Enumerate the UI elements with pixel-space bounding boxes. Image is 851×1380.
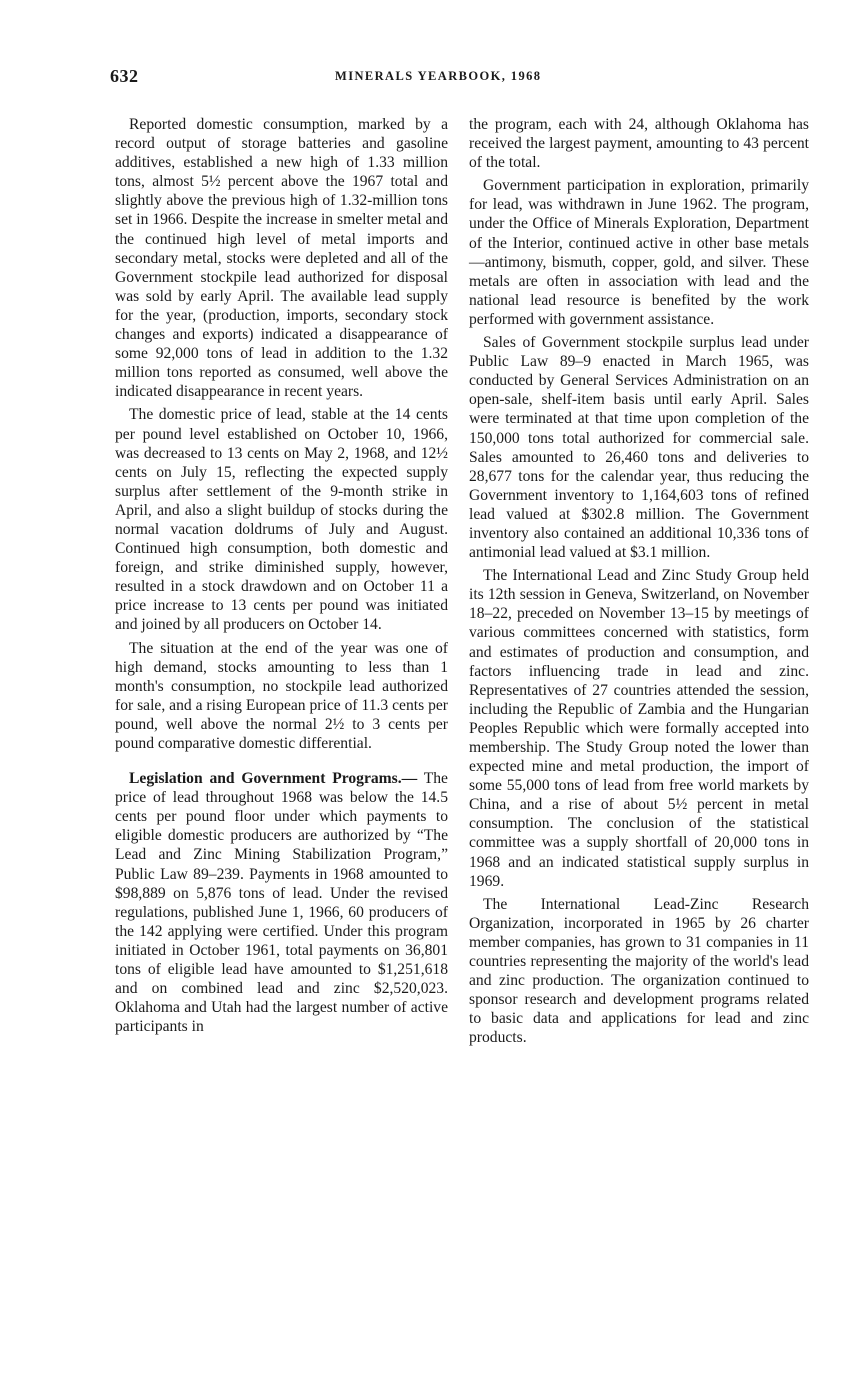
paragraph-research-organization: The International Lead-Zinc Research Organization, incorporated in 1965 by 26 charter member companies, has grown to 31 companies in 11 countries representing the majority of the world's lead and zinc production. The organization continued to sponsor research and development programs related to basic data and applications for lead and zinc products. [469, 895, 809, 1047]
paragraph-year-end-situation: The situation at the end of the year was one of high demand, stocks amounting to less than 1 month's consumption, no stockpile lead authorized for sale, and a rising European price of 11.3 cents per pound, well above the normal 2½ to 3 cents per pound comparative domestic differential. [115, 639, 448, 752]
paragraph-program-continued: the program, each with 24, although Oklahoma has received the largest payment, amounting to 43 percent of the total. [469, 116, 809, 172]
left-column [115, 115, 448, 1040]
page-number: 632 [110, 66, 139, 86]
paragraph-study-group: The International Lead and Zinc Study Group held its 12th session in Geneva, Switzerland, on November 18–22, preceded on November 13–15 by meetings of various committees concerned with statistics, form and estimates of production and consumption, and factors influencing trade in lead and zinc. Representatives of 27 countries attended the session, including the Republic of Zambia and the Hungarian Peoples Republic which were formally accepted into membership. The Study Group noted the lower than expected mine and metal production, the import of some 55,000 tons of lead from free world markets by China, and a rise of about 5½ percent in metal consumption. The conclusion of the statistical committee was a supply shortfall of 20,000 tons in 1968 and an indicated statistical supply surplus in 1969. [469, 567, 809, 890]
section-heading-legislation: Legislation and Government Programs.— [129, 770, 418, 788]
paragraph-exploration: Government participation in exploration, primarily for lead, was withdrawn in June 1962. The program, under the Office of Minerals Exploration, Department of the Interior, continued active in other base metals—antimony, bismuth, copper, gold, and silver. These metals are often in association with lead and the national lead resource is benefited by the work performed with government assistance. [469, 177, 809, 328]
paragraph-legislation [115, 769, 448, 1036]
paragraph-domestic-price: The domestic price of lead, stable at the 14 cents per pound level established on October 10, 1966, was decreased to 13 cents on May 2, 1968, and 12½ cents on July 15, reflecting the expected supply surplus after settlement of the 9-month strike in April, and also a slight buildup of stocks during the normal vacation doldrums of July and August. Continued high consumption, both domestic and foreign, and strike diminished supply, however, resulted in a stock drawdown and on October 11 a price increase to 13 cents per pound was initiated and joined by all producers on October 14. [115, 406, 448, 634]
paragraph-stockpile-sales: Sales of Government stockpile surplus lead under Public Law 89–9 enacted in March 1965, was conducted by General Services Administration on an open-sale, shelf-item basis until early April. Sales were terminated at that time upon completion of the 150,000 tons total authorized for commercial sale. Sales amounted to 26,460 tons and deliveries to 28,677 tons for the calendar year, thus reducing the Government inventory to 1,164,603 tons of refined lead valued at $302.8 million. The Government inventory also contained an additional 10,336 tons of antimonial lead valued at $3.1 million. [469, 334, 809, 562]
legislation-body: The price of lead throughout 1968 was below the 14.5 cents per pound floor under which payments to eligible domestic producers are authorized by “The Lead and Zinc Mining Stabilization Program,” Public Law 89–239. Payments in 1968 amounted to $98,889 on 5,876 tons of lead. Under the revised regulations, published June 1, 1966, 60 producers of the 142 applying were certified. Under this program initiated in October 1961, total payments on 36,801 tons of eligible lead have amounted to $1,251,618 and on combined lead and zinc $2,520,023. Oklahoma and Utah had the largest number of active participants in [115, 770, 448, 1036]
paragraph-domestic-consumption: Reported domestic consumption, marked by a record output of storage batteries and gasoline additives, established a new high of 1.33 million tons, almost 5½ percent above the 1967 total and slightly above the previous high of 1.32-million tons set in 1966. Despite the increase in smelter metal and the continued high level of metal imports and secondary metal, stocks were depleted and all of the Government stockpile lead authorized for disposal was sold by early April. The available lead supply for the year, (production, imports, secondary stock changes and exports) indicated a disappearance of some 92,000 tons of lead in addition to the 1.32 million tons reported as consumed, well above the indicated disappearance in recent years. [115, 116, 448, 401]
running-head: MINERALS YEARBOOK, 1968 [335, 69, 542, 83]
right-column [469, 115, 809, 1052]
page-header [110, 66, 810, 92]
